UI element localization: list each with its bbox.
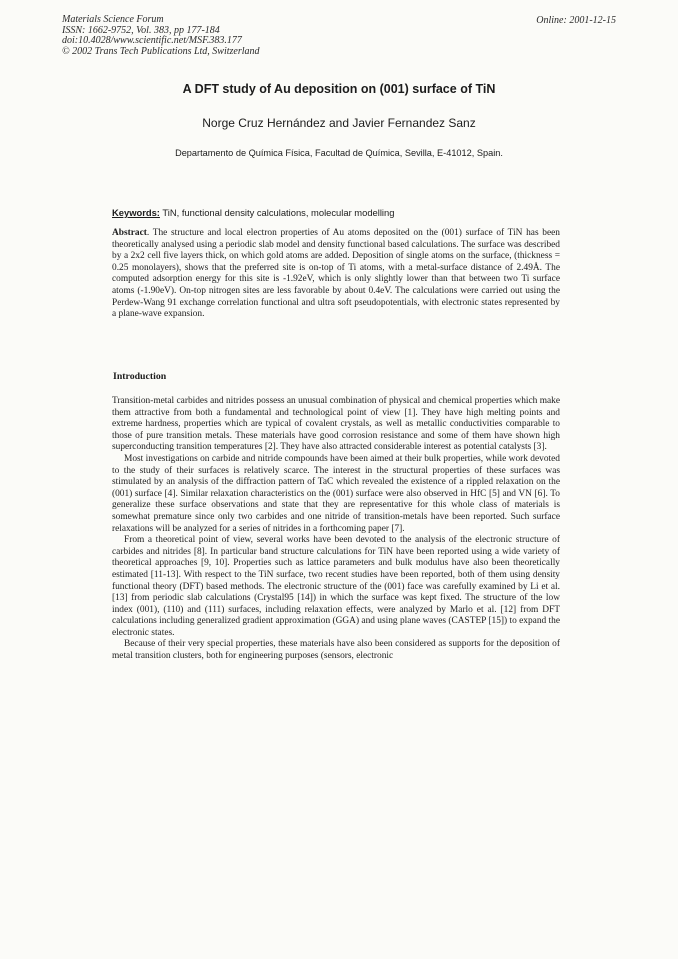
journal-name: Materials Science Forum xyxy=(62,14,164,25)
introduction-body xyxy=(112,396,560,663)
doi-line: doi:10.4028/www.scientific.net/MSF.383.177 xyxy=(62,35,242,47)
paper-title: A DFT study of Au deposition on (001) surface of TiN xyxy=(182,82,496,96)
keywords-text: TiN, functional density calculations, molecular modelling xyxy=(159,207,395,218)
paper-authors: Norge Cruz Hernández and Javier Fernandez Sanz xyxy=(202,116,476,130)
intro-paragraph-3: From a theoretical point of view, several works have been devoted to the analysis of the electronic structure of carbides and nitrides [8]. In particular band structure calculations for TiN have been reported using a wide variety of theoretical approaches [9, 10]. Properties such as lattice parameters and bulk modulus have also been theoretically estimated [11-13]. With respect to the TiN surface, two recent studies have been reported, both of them using density functional theory (DFT) based methods. The electronic structure of the (001) face was carefully examined by Li et al. [13] from periodic slab calculations (Crystal95 [14]) in which the surface was kept fixed. The structure of the low index (001), (110) and (111) surfaces, including relaxation effects, were analyzed by Marlo et al. [12] from DFT calculations including generalized gradient approximation (GGA) and using plane waves (CASTEP [15]) to expand the electronic states. xyxy=(112,535,560,638)
introduction-heading: Introduction xyxy=(113,371,167,382)
online-date: Online: 2001-12-15 xyxy=(536,15,616,26)
intro-paragraph-1: Transition-metal carbides and nitrides possess an unusual combination of physical and chemical properties which make them attractive from both a fundamental and technological point of view [1]. They have high melting points and extreme hardness, properties which are typical of covalent crystals, as well as metallic conductivities comparable to those of pure transition metals. These materials have good corrosion resistance and some of them have shown high superconducting transition temperatures [2]. They have also attracted considerable interest as potential catalysts [3]. xyxy=(112,396,560,453)
copyright-line: © 2002 Trans Tech Publications Ltd, Switzerland xyxy=(62,45,260,57)
intro-paragraph-2: Most investigations on carbide and nitride compounds have been aimed at their bulk properties, while work devoted to the study of their surfaces is relatively scarce. The interest in the structural properties of these surfaces was stimulated by an analysis of the diffraction pattern of TaC which revealed the existence of a rippled relaxation on the (001) surface [4]. Similar relaxation characteristics on the (001) surface were also observed in HfC [5] and VN [6]. To generalize these surface observations and state that they are representative for this whole class of materials is somewhat premature since only two carbides and one nitride of transition-metals have been reported. Such surface relaxations will be analyzed for a series of nitrides in a forthcoming paper [7]. xyxy=(112,453,560,534)
keywords-line xyxy=(112,207,394,218)
author-affiliation: Departamento de Química Física, Facultad de Química, Sevilla, E-41012, Spain. xyxy=(175,148,503,158)
abstract-label: Abstract xyxy=(112,228,147,238)
abstract-paragraph xyxy=(112,228,560,321)
intro-paragraph-4: Because of their very special properties, these materials have also been considered as supports for the deposition of metal transition clusters, both for engineering purposes (sensors, electronic xyxy=(112,639,560,662)
keywords-label: Keywords: xyxy=(112,207,160,218)
abstract-section xyxy=(112,228,560,321)
abstract-text: . The structure and local electron properties of Au atoms deposited on the (001) surface of TiN has been theoretically analysed using a periodic slab model and density functional based calculations. The surface was described by a 2x2 cell five layers thick, on which gold atoms are added. Deposition of single atoms on the surface, (thickness = 0.25 monolayers), shows that the preferred site is on-top of Ti atoms, with a metal-surface distance of 2.49Å. The computed adsorption energy for this site is -1.92eV, which is only slightly lower than that between two Ti surface atoms (-1.90eV). On-top nitrogen sites are less favorable by about 0.4eV. The calculations were carried out using the Perdew-Wang 91 exchange correlation functional and ultra soft pseudopotentials, with electronic states represented by a plane-wave expansion. xyxy=(112,228,560,320)
issn-line: ISSN: 1662-9752, Vol. 383, pp 177-184 xyxy=(62,24,220,36)
journal-header xyxy=(62,15,260,57)
